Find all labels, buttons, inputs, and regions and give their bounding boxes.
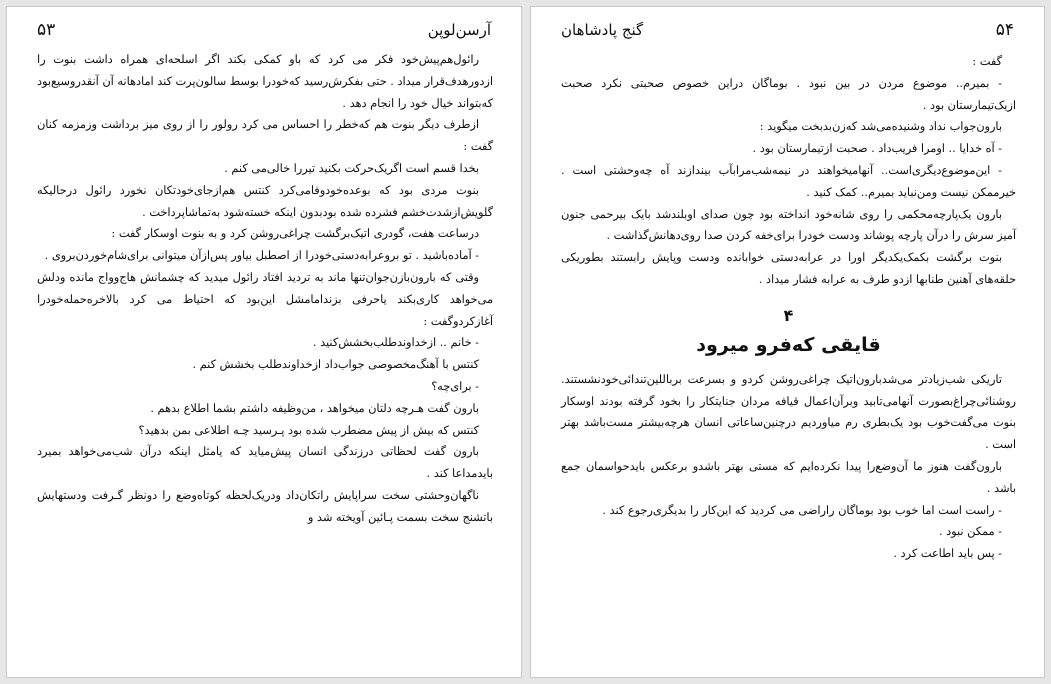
paragraph: بارون‌جواب نداد وشنیده‌می‌شد که‌زن‌بدبخت میگوید :	[759, 120, 1002, 134]
paragraph: ناگهان‌وحشتی سخت سراپایش راتکان‌داد ودریک‌لحظه کوتاه‌وضع را دونظر گـرفت ودستهایش باتشنج سخت بسمت پـائین آویخته شد و	[37, 488, 493, 524]
paragraph: ازطرف دیگر بنوت هم که‌خطر را احساس می کرد رولور را از روی میز برداشت وزمزمه کنان گفت :	[37, 118, 493, 154]
paragraph: - برای‌چه؟	[431, 379, 479, 393]
left-page	[6, 6, 522, 678]
paragraph: کنتس که بیش از پیش مضطرب شده بود پـرسید چـه اطلاعی بمن بدهید؟	[138, 423, 479, 437]
left-running-title: آرسن‌لوپن	[427, 21, 491, 39]
right-page-header	[561, 17, 1014, 43]
paragraph: کنتس با آهنگ‌مخصوصی جواب‌داد ازخداوندطلب بخشش کنم .	[192, 358, 479, 372]
paragraph: - این‌موضوع‌دیگری‌است.. آنهامیخواهند در نیمه‌شب‌مرا‌بآب بیندازند آه چه‌وحشتی است . خیرممکن نیست ومن‌نباید بمیرم.. کمک کنید .	[561, 163, 1016, 199]
paragraph: - بمیرم.. موضوع مردن در بین نبود . بوماگان دراین خصوص صحبتی نکرد صحبت ازیک‌تیمارستان بود .	[561, 76, 1016, 112]
paragraph: بخدا قسم است اگریک‌حرکت بکنید تیررا خالی‌می کنم .	[224, 161, 479, 175]
chapter-title: قایقی که‌فرو میرود	[696, 333, 881, 356]
left-text-body	[37, 49, 493, 671]
paragraph: بارون گفت هـرچه دلتان میخواهد ، من‌وظیفه داشتم بشما اطلاع بدهم .	[150, 401, 479, 415]
right-running-title: گنج پادشاهان	[561, 21, 644, 39]
left-page-header	[37, 17, 491, 43]
paragraph: بنوت برگشت بکمک‌یکدیگر اورا در عرابه‌دستی خوابانده ودست وپایش رابستند بطوریکی حلقه‌های آهنین طنابها ازدو طرف به عرابه فشار میداد .	[561, 251, 1016, 286]
paragraph: - پس باید اطاعت کرد .	[893, 547, 1002, 561]
paragraph: بارون یک‌پارچه‌محکمی را روی شانه‌خود انداخته بود چون صدای اوبلندشد بایک بیرحمی جنون آمیز سرش را درآن پارچه پوشاند ودست خودرا برای‌خفه کردن صدا روی‌دهانش‌گذاشت .	[561, 207, 1016, 243]
right-page	[530, 6, 1045, 678]
paragraph: رائول‌هم‌پیش‌خود فکر می کرد که باو کمکی بکند اگر اسلحه‌ای همراه داشت بنوت را ازدورهدف‌قرار میداد . حتی بفکرش‌رسید که‌خودرا بوسط سالون‌پرت کند امادهانه آن آنقدروسیع‌بود که‌بتواند خیال خود را انجام دهد .	[37, 53, 493, 110]
paragraph: درساعت هفت، گودری اتیک‌برگشت چراغی‌روشن کرد و به بنوت اوسکار گفت :	[111, 227, 479, 241]
paragraph: بنوت مردی بود که بوعده‌خودوفامی‌کرد کنتس هم‌ازجای‌خودتکان نخورد رائول درحالیکه گلویش‌ازشدت‌خشم فشرده شده بودبدون اینکه خسته‌شود به‌تماشاپرداخت .	[37, 183, 493, 219]
paragraph: بارون‌گفت هنوز ما آن‌وضع‌را پیدا نکرده‌ایم که مستی بهتر باشدو برعکس بایدحواسمان جمع باشد .	[561, 459, 1016, 495]
chapter-number: ۴	[783, 305, 794, 325]
paragraph: وقتی که بارون‌بازن‌جوان‌تنها ماند به تردید افتاد رائول میدید که چشمانش هاج‌وواج مانده ودلش می‌خواهد کاری‌بکند یاحرفی بزند‌امامشل این‌بود که احتیاط می کرد بالاخره‌حمله‌خودرا آغاز‌کرد‌وگفت :	[37, 270, 493, 328]
paragraph: - راست است اما خوب بود بوماگان راراضی می کردید که این‌کار را بدیگری‌رجوع کند .	[602, 503, 1002, 517]
paragraph: تاریکی شب‌زیادتر می‌شد‌بارون‌اتیک چراغی‌روشن کردو و بسرعت برباللین‌تندائی‌خودنشستند. روشنائی‌چراغ‌بصورت آنهامی‌تابید وبرآن‌اعمال قیافه مردان جنایتکار را بخود گرفته بودند اوسکار بنوت می‌گفت‌خوب بود یک‌بطری رم میاوردیم درچنین‌ساعاتی انسان هرچه‌بیشتر مست‌باشد بهتر است .	[561, 372, 1016, 452]
right-text-body	[561, 51, 1016, 671]
paragraph: - آماده‌باشید . تو برو‌عرابه‌دستی‌خودرا از اصطبل بیاور پس‌ازآن میتوانی برای‌شام‌خوردن‌بروی .	[44, 249, 479, 263]
paragraph: - ممکن نبود .	[938, 525, 1002, 539]
paragraph: گفت :	[972, 55, 1002, 68]
left-page-number: ۵۳	[37, 20, 56, 40]
paragraph: - خانم .. ازخداو‌ندطلب‌بخشش‌کنید .	[312, 336, 479, 350]
right-page-number: ۵۴	[995, 20, 1014, 40]
paragraph: بارون گفت لحظاتی درزندگی انسان پیش‌میاید که یامثل اینکه درآن شب‌می‌خواهد بمیرد بایدمداعا کند .	[37, 445, 493, 481]
paragraph: - آه خدایا .. اومرا فریب‌داد . صحبت ازتیمارستان بود .	[752, 142, 1002, 156]
